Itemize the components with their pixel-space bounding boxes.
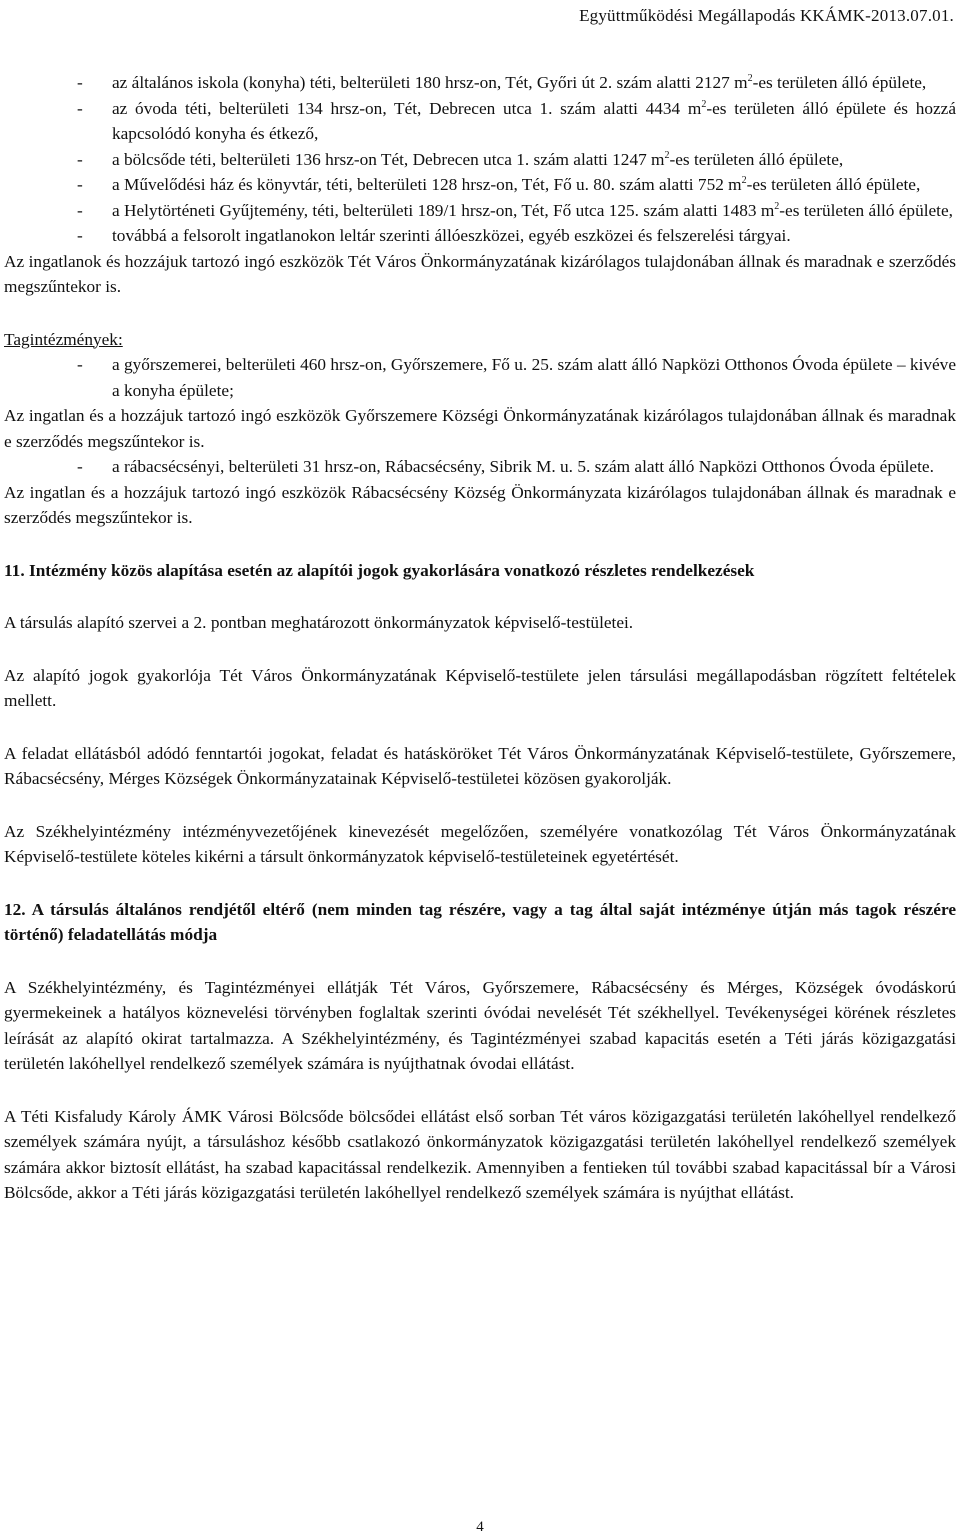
list-item-gyorszemere: - a győrszemerei, belterületi 460 hrsz-on, Győrszemere, Fő u. 25. szám alatt álló Napközi Otthonos Óvoda épülete – kivéve a konyha épülete; [77, 355, 956, 400]
paragraph-11-rights-holder: Az alapító jogok gyakorlója Tét Város Önkormányzatának Képviselő-testülete jelen társulási megállapodásban rögzített feltételek mellett. [4, 665, 956, 710]
list-item-rabacsecseny: - a rábacsécsényi, belterületi 31 hrsz-on, Rábacsécsény, Sibrik M. u. 5. szám alatt álló Napközi Otthonos Óvoda épülete. [77, 457, 934, 476]
list-item: - a Helytörténeti Gyűjtemény, téti, belterületi 189/1 hrsz-on, Tét, Fő utca 125. szám alatti 1483 $m^2-es$ területen álló épülete, [77, 200, 953, 220]
list-item: - az óvoda téti, belterületi 134 hrsz-on, Tét, Debrecen utca 1. szám alatti 4434 $m^2-es$ területen álló épülete és hozzá kapcsolódó konyha és étkező, [77, 98, 956, 143]
paragraph-12-nursery: A Téti Kisfaludy Károly ÁMK Városi Bölcsőde bölcsődei ellátást első sorban Tét város közigazgatási területén lakóhellyel rendelkező személyek számára nyújt, a társuláshoz később csatlakozó önkormányzatok közigazgatási területén lakóhellyel rendelkező személyek számára akkor biztosít ellátást, ha szabad kapacitással rendelkezik. Amennyiben a fentieken túl további szabad kapacitással bír a Városi Bölcsőde, akkor a Téti járás közigazgatási területén lakóhellyel rendelkező személyek számára is nyújthat ellátást. [4, 1106, 956, 1202]
page-number: 4 [476, 1519, 484, 1535]
list-item: - a bölcsőde téti, belterületi 136 hrsz-on Tét, Debrecen utca 1. szám alatti 1247 $m^2-es$ területen álló épülete, [77, 149, 844, 169]
paragraph-12-kindergarten: A Székhelyintézmény, és Tagintézményei ellátják Tét Város, Győrszemere, Rábacsécsény és Mérges, Községek óvodáskorú gyermekeinek a hatályos köznevelési törvényben foglaltak szerinti óvódai nevelését Tét székhellyel. Tevékenységei körének részletes leírását az alapító okirat tartalmazza. A Székhelyintézmény, és Tagintézményei szabad kapacitás esetén a Téti járás közigazgatási területén lakóhellyel rendelkező személyek számára is nyújthatnak óvodai ellátást. [4, 977, 956, 1073]
paragraph-11-joint-exercise: A feladat ellátásból adódó fenntartói jogokat, feladat és hatásköröket Tét Város Önkormányzatának Képviselő-testülete, Győrszemere, Rábacsécsény, Mérges Községek Önkormányzatainak Képviselő-testületei közösen gyakorolják. [4, 743, 956, 788]
paragraph-11-appointment: Az Székhelyintézmény intézményvezetőjének kinevezését megelőzően, személyére vonatkozólag Tét Város Önkormányzatának Képviselő-testülete köteles kikérni a társult önkormányzatok képviselő-testületeinek egyetértését. [4, 821, 956, 866]
running-header: Együttműködési Megállapodás KKÁMK-2013.07.01. [579, 6, 954, 25]
section-heading-12: 12. A társulás általános rendjétől eltérő (nem minden tag részére, vagy a tag által saját intézménye útján más tagok részére történő) feladatellátás módja [4, 899, 956, 944]
list-item: - a Művelődési ház és könyvtár, téti, belterületi 128 hrsz-on, Tét, Fő u. 80. szám alatti 752 $m^2-es$ területen álló épülete, [77, 175, 921, 194]
list-item: - továbbá a felsorolt ingatlanokon leltár szerinti állóeszközei, egyéb eszközei és felszerelési tárgyai. [77, 226, 791, 245]
paragraph-ownership-rabacsecseny: Az ingatlan és a hozzájuk tartozó ingó eszközök Rábacsécsény Község Önkormányzata kizárólagos tulajdonában állnak és maradnak e szerződés megszűntekor is. [4, 482, 956, 527]
list-item: - az általános iskola (konyha) téti, belterületi 180 hrsz-on, Tét, Győri út 2. szám alatti 2127 $m^2-es$ területen álló épülete, [77, 73, 927, 92]
subheading-tagintezmenyek: Tagintézmények: [4, 329, 123, 349]
paragraph-11-founders: A társulás alapító szervei a 2. pontban meghatározott önkormányzatok képviselő-testületei. [4, 613, 634, 632]
paragraph-ownership-tet: Az ingatlanok és hozzájuk tartozó ingó eszközök Tét Város Önkormányzatának kizárólagos tulajdonában állnak és maradnak e szerződés megszűntekor is. [4, 251, 956, 296]
paragraph-ownership-gyorszemere: Az ingatlan és a hozzájuk tartozó ingó eszközök Győrszemere Községi Önkormányzatának kizárólagos tulajdonában állnak és maradnak e szerződés megszűntekor is. [4, 406, 956, 451]
page-content [4, 70, 956, 1206]
section-heading-11: 11. Intézmény közös alapítása esetén az alapítói jogok gyakorlására vonatkozó részletes rendelkezések [4, 560, 755, 580]
